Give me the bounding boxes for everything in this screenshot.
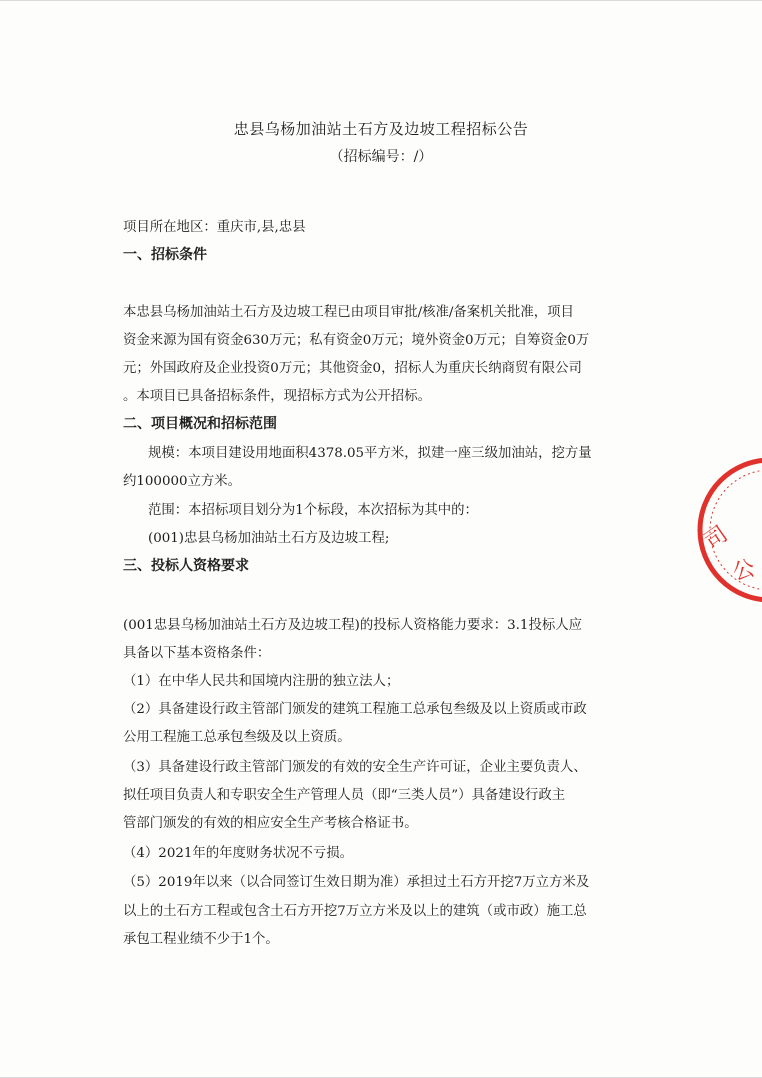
section3-line: (001忠县乌杨加油站土石方及边坡工程)的投标人资格能力要求：3.1投标人应 bbox=[123, 618, 583, 633]
svg-text:公: 公 bbox=[730, 555, 758, 586]
section3-line: （1）在中华人民共和国境内注册的独立法人； bbox=[123, 674, 400, 689]
section3-line: 承包工程业绩不少于1个。 bbox=[123, 932, 279, 947]
section1-heading: 一、招标条件 bbox=[123, 247, 207, 263]
seal-stamp bbox=[695, 455, 762, 605]
section2-heading: 二、项目概况和招标范围 bbox=[123, 416, 277, 432]
project-region: 项目所在地区：重庆市,县,忠县 bbox=[123, 220, 306, 235]
section3-line: （5）2019年以来（以合同签订生效日期为准）承担过土石方开挖7万立方米及 bbox=[123, 875, 590, 890]
svg-text:司: 司 bbox=[700, 521, 733, 555]
section3-line: 管部门颁发的有效的相应安全生产考核合格证书。 bbox=[123, 816, 418, 831]
scope-line: 范围：本招标项目划分为1个标段，本次招标为其中的： bbox=[148, 503, 478, 518]
section1-line: 资金来源为国有资金630万元；私有资金0万元；境外资金0万元；自筹资金0万 bbox=[123, 333, 590, 348]
section1-line: 元；外国政府及企业投资0万元；其他资金0，招标人为重庆长纳商贸有限公司 bbox=[123, 361, 582, 376]
document-subtitle: （招标编号：/） bbox=[329, 149, 433, 165]
section3-line: 拟任项目负责人和专职安全生产管理人员（即“三类人员”）具备建设行政主 bbox=[123, 788, 566, 803]
page-edge-top bbox=[0, 0, 762, 1]
section3-line: （3）具备建设行政主管部门颁发的有效的安全生产许可证，企业主要负责人、 bbox=[123, 760, 587, 775]
section3-heading: 三、投标人资格要求 bbox=[123, 558, 249, 574]
section3-line: （4）2021年的年度财务状况不亏损。 bbox=[123, 846, 354, 861]
section1-line: 。本项目已具备招标条件，现招标方式为公开招标。 bbox=[123, 389, 431, 404]
scale-line: 规模：本项目建设用地面积4378.05平方米，拟建一座三级加油站，挖方量 bbox=[148, 446, 592, 461]
section3-line: 以上的土石方工程或包含土石方开挖7万立方米及以上的建筑（或市政）施工总 bbox=[123, 904, 587, 919]
scale-line-cont: 约100000立方米。 bbox=[123, 474, 242, 489]
section3-line: 具备以下基本资格条件： bbox=[123, 646, 271, 661]
document-title: 忠县乌杨加油站土石方及边坡工程招标公告 bbox=[233, 120, 529, 138]
section3-line: （2）具备建设行政主管部门颁发的建筑工程施工总承包叁级及以上资质或市政 bbox=[123, 702, 587, 717]
lot-line: (001)忠县乌杨加油站土石方及边坡工程; bbox=[148, 531, 390, 546]
section1-line: 本忠县乌杨加油站土石方及边坡工程已由项目审批/核准/备案机关批准，项目 bbox=[123, 305, 574, 320]
section3-line: 公用工程施工总承包叁级及以上资质。 bbox=[123, 730, 351, 745]
